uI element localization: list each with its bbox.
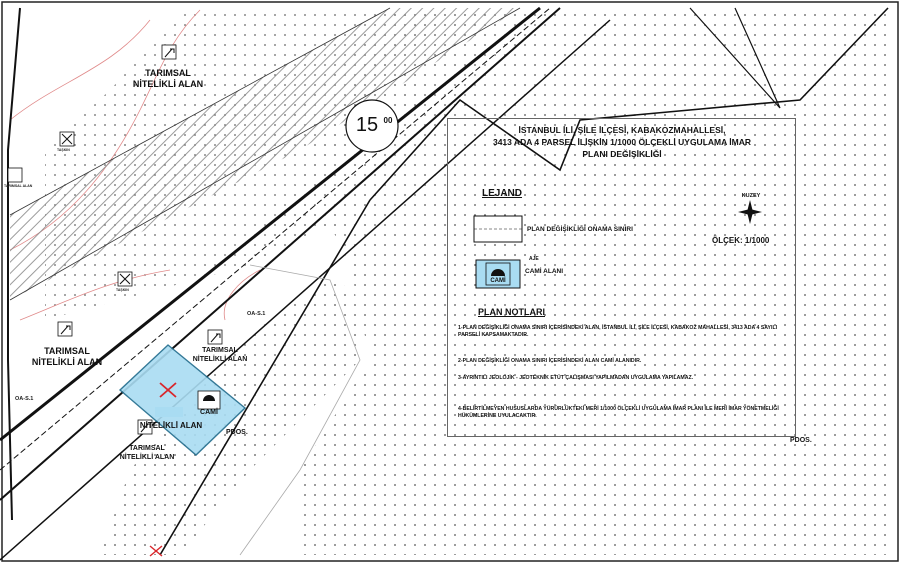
legend-mosque-icon-text: CAMİ [490,278,506,284]
flood-icon [118,272,132,286]
agri-label-bottom: TARIMSAL NİTELİKLİ ALAN [119,445,175,461]
pdos-label: PDOS. [790,437,812,444]
road-width-label: 15 [355,114,379,136]
pdos-label: PDOS. [226,429,248,436]
agri-label-mid: TARIMSAL NİTELİKLİ ALAN [192,347,248,363]
agriculture-icon [58,322,72,336]
legend-mosque-label: CAMİ ALANI [525,268,564,275]
agri-label-left: TARIMSAL NİTELİKLİ ALAN [31,346,103,367]
zone-code-label: OA-S.1 [15,396,34,402]
agriculture-icon [208,330,222,344]
plan-note: 2-PLAN DEĞİŞİKLİĞİ ONAMA SINIRI İÇERİSİNDEKİ ALAN CAMİ ALANIDIR. [458,358,642,364]
plan-note: 3-AYRINTILI JEOLOJİK - JEOTEKNİK ETÜT ÇALIŞMASI YAPILMADAN UYGULAMA YAPILAMAZ. [458,375,694,381]
mosque-label: CAMİ [200,409,218,416]
plan-title: İSTANBUL İLİ, ŞİLE İLÇESİ, KABAKOZMAHALLESİ, 3413 ADA 4 PARSEL İLİŞKİN 1/1000 ÖLÇEKLİ UYGULAMA İMAR PLANI DEĞİŞİKLİĞİ [492,125,752,159]
zone-code-label: OA-S.1 [247,311,266,317]
flood-icon [60,132,74,146]
legend-boundary-label: PLAN DEĞİŞİKLİĞİ ONAMA SINIRI [527,226,633,233]
tiny-label: TAŞKIN [57,148,70,152]
road-width-sup: 00 [383,116,393,125]
mosque-icon [198,391,220,409]
legend-mosque-code: AJE [529,256,539,262]
tiny-label: TARIMSAL ALAN [4,184,33,188]
north-label: KUZEY [741,193,761,199]
tiny-label: TAŞKIN [116,288,129,292]
parcel-overlay-label: NİTELİKLİ ALAN [139,421,203,430]
agriculture-icon [162,45,176,59]
plan-note: 1-PLAN DEĞİŞİKLİĞİ ONAMA SINIRI İÇERİSİNDEKİ ALAN, İSTANBUL İLİ, ŞİLE İLÇESİ, KABAKOZ MAHALLESİ, 3413 ADA 4 SAYILI PARSELİ KAPSAMAKTADIR. [458,325,778,338]
scale-label: ÖLÇEK: 1/1000 [712,236,770,245]
agriculture-icon [8,168,22,182]
agri-label-top: TARIMSAL NİTELİKLİ ALAN [132,68,204,89]
notes-heading: PLAN NOTLARI [478,307,545,317]
plan-note: 4-BELİRTİLMEYEN HUSUSLARDA YÜRÜRLÜKTEKİ MERİ 1/1000 ÖLÇEKLİ UYGULAMA İMAR PLANI İLE MERİ İMAR YÖNETMELİĞİ HÜKÜMLERİNE UYULACAKTIR. [458,406,779,419]
legend-heading: LEJAND [482,188,523,199]
